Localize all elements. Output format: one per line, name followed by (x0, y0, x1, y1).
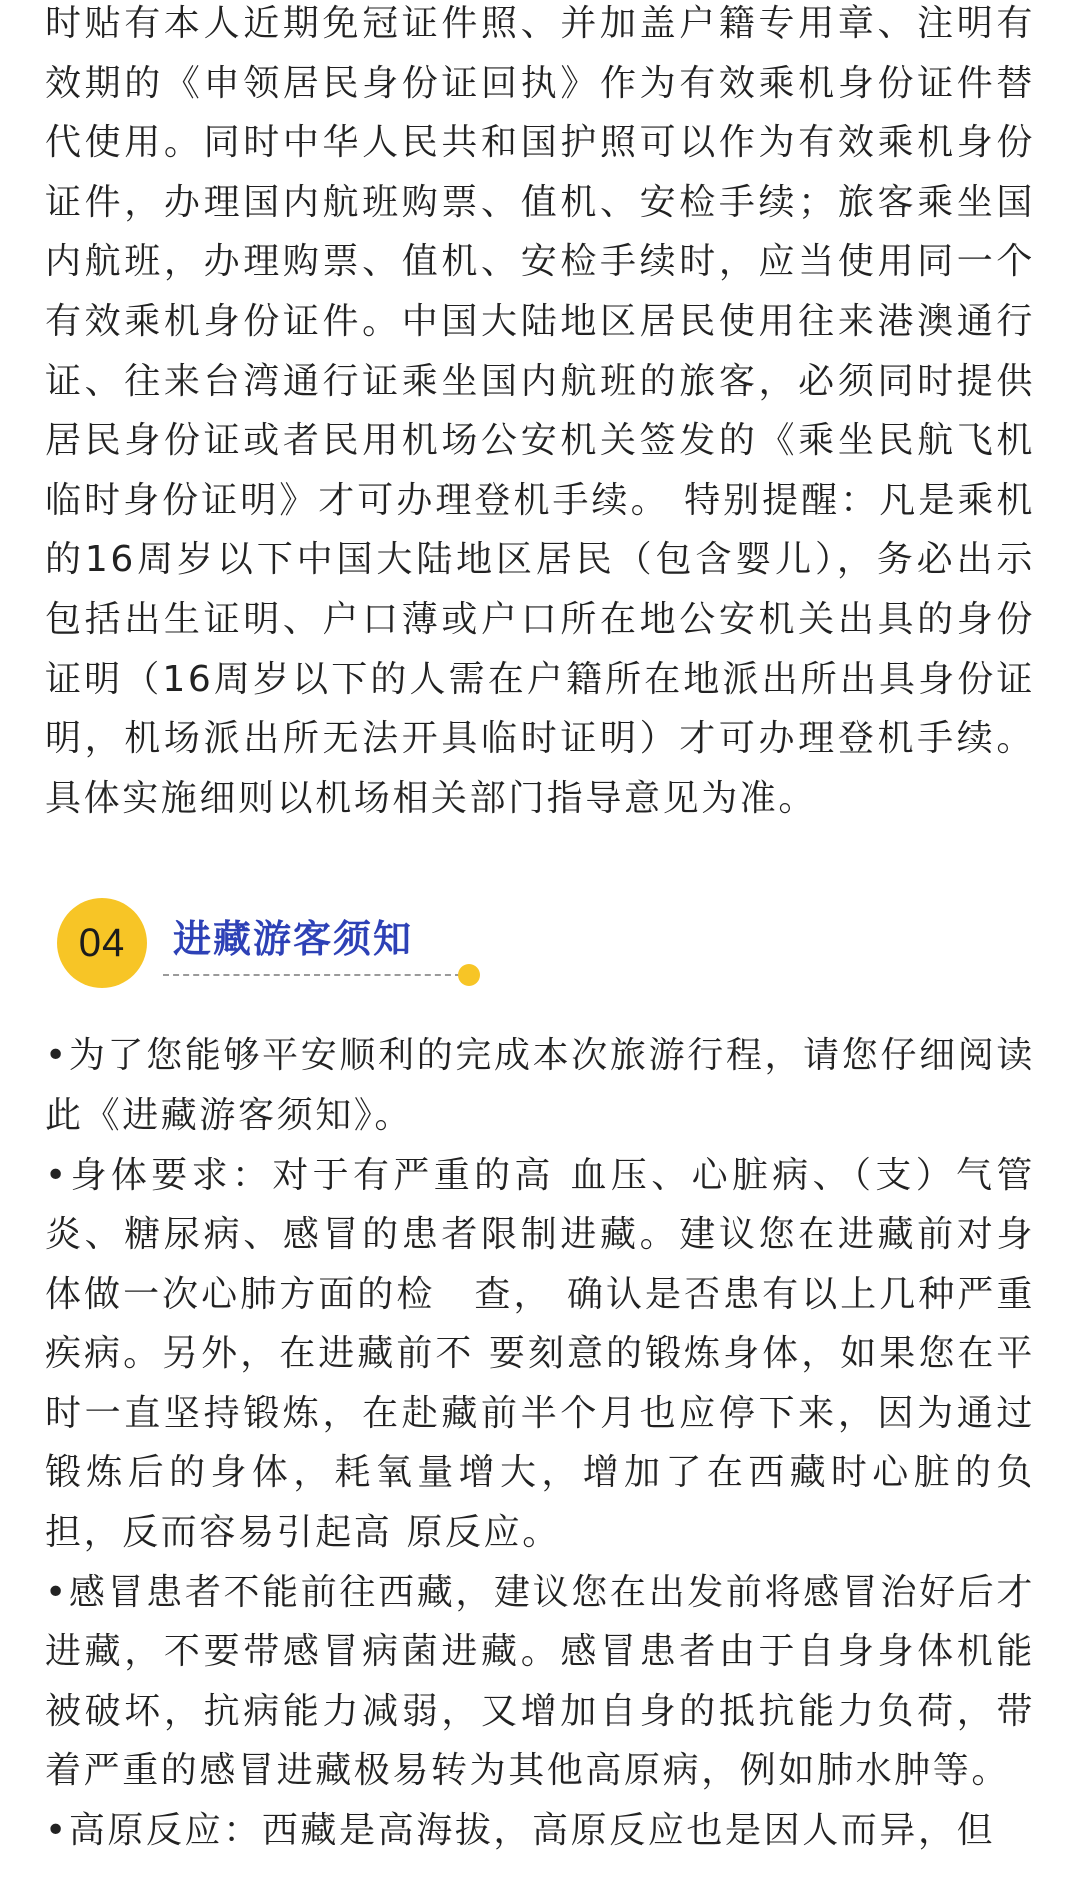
notice-paragraph-intro: •为了您能够平安顺利的完成本次旅游行程，请您仔细阅读此《进藏游客须知》。 (45, 1035, 1035, 1136)
title-underline-dot (458, 964, 480, 986)
section-header (45, 858, 1035, 1008)
notice-paragraph-altitude: •高原反应：西藏是高海拔，高原反应也是因人而异，但 (45, 1810, 996, 1852)
intro-paragraph: 时贴有本人近期免冠证件照、并加盖户籍专用章、注明有效期的《申领居民身份证回执》作为有效乘机身份证件替代使用。同时中华人民共和国护照可以作为有效乘机身份证件，办理国内航班购票、值机、安检手续；旅客乘坐国内航班，办理购票、值机、安检手续时，应当使用同一个有效乘机身份证件。中国大陆地区居民使用往来港澳通行证、往来台湾通行证乘坐国内航班的旅客，必须同时提供居民身份证或者民用机场公安机关签发的《乘坐民航飞机临时身份证明》才可办理登机手续。 特别提醒：凡是乘机的16周岁以下中国大陆地区居民（包含婴儿），务必出示包括出生证明、户口薄或户口所在地公安机关出具的身份证明（16周岁以下的人需在户籍所在地派出所出具身份证明，机场派出所无法开具临时证明）才可办理登机手续。 具体实施细则以机场相关部门指导意见为准。 (45, 3, 1035, 819)
section-title: 进藏游客须知 (173, 917, 414, 962)
article-content (45, 0, 1035, 1861)
title-dashed-underline (163, 974, 461, 976)
section-number-badge: 04 (57, 898, 147, 988)
notice-paragraph-health: •身体要求：对于有严重的高 血压、心脏病、（支）气管炎、糖尿病、感冒的患者限制进藏。建议您在进藏前对身体做一次心肺方面的检 查， 确认是否患有以上几种严重疾病。另外，在进藏前不 要刻意的锻炼身体，如果您在平时一直坚持锻炼，在赴藏前半个月也应停下来，因为通过锻炼后的身体，耗氧量增大，增加了在西藏时心脏的负担，反而容易引起高 原反应。 (45, 1154, 1035, 1554)
notice-paragraph-cold: •感冒患者不能前往西藏，建议您在出发前将感冒治好后才进藏，不要带感冒病菌进藏。感冒患者由于自身身体机能被破坏，抗病能力减弱，又增加自身的抵抗能力负荷，带着严重的感冒进藏极易转为其他高原病，例如肺水肿等。 (45, 1571, 1035, 1792)
